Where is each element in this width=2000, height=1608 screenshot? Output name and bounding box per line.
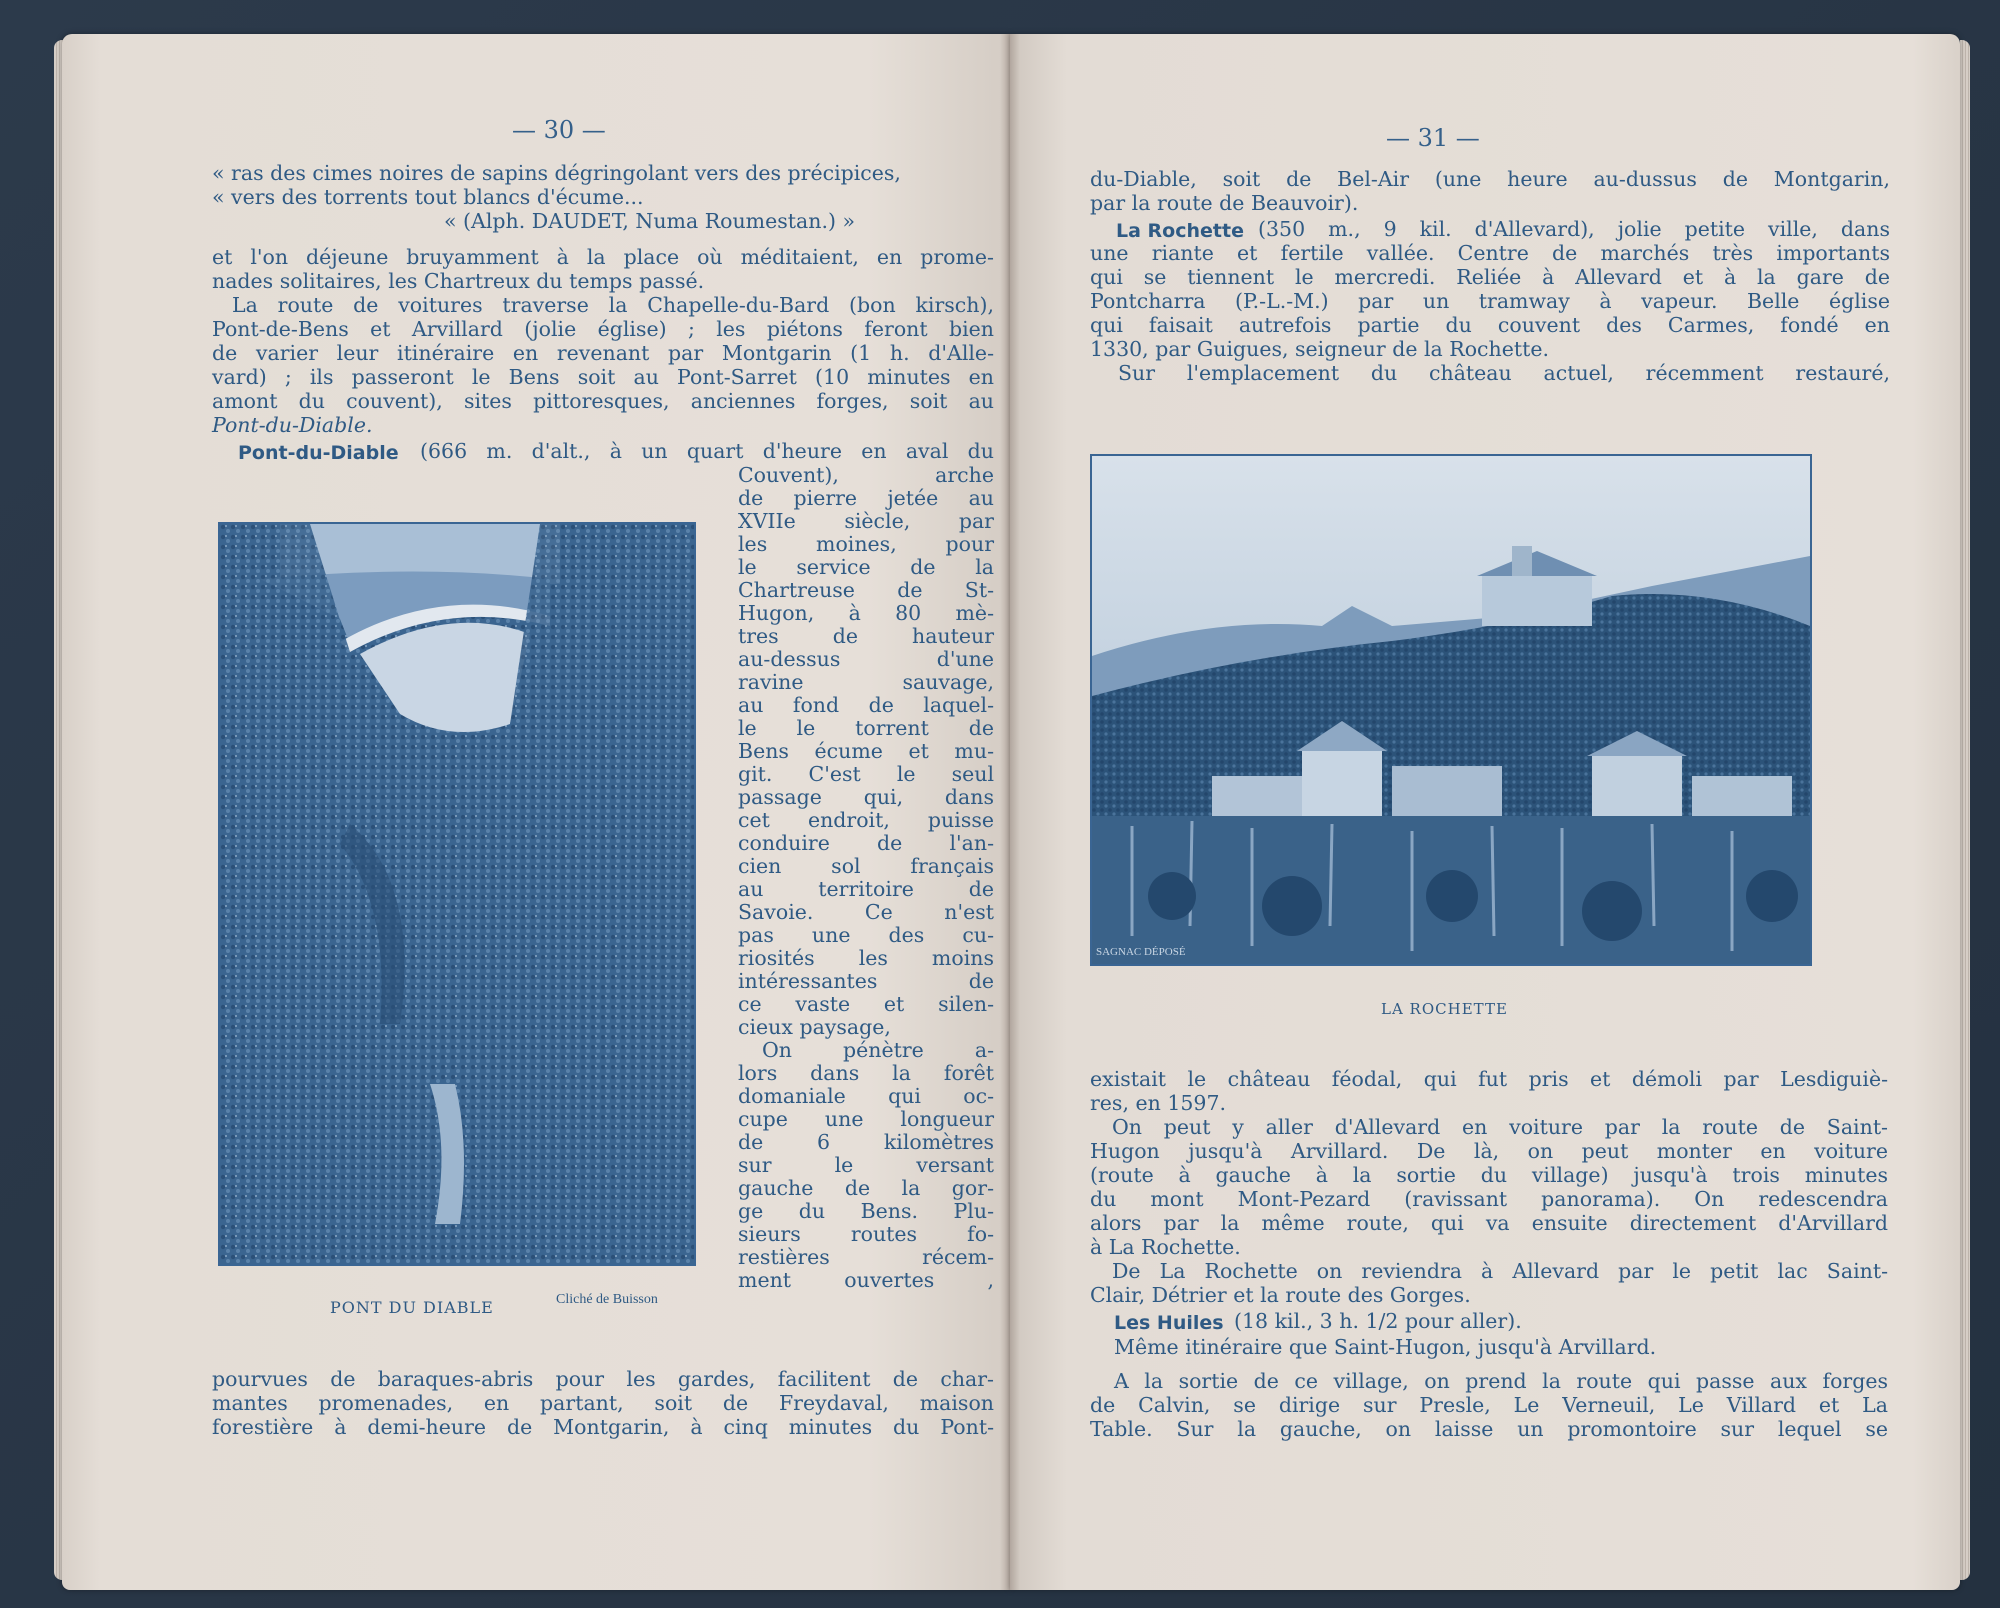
heading-la-rochette-rest: (350 m., 9 kil. d'Allevard), jolie petite ville, dans [1258,217,1890,241]
final-line-1: Même itinéraire que Saint-Hugon, jusqu'à Arvillard. [1114,1335,1657,1359]
column-line: git. C'est le seul [738,762,994,786]
column-line: intéressantes de [738,969,994,993]
lower-line-3: On peut y aller d'Allevard en voiture par la route de Saint- [1112,1115,1888,1139]
column-line: le le torrent de [738,716,994,740]
heading-pont-du-diable-rest: (666 m. d'alt., à un quart d'heure en aval du [420,439,994,463]
final-line-4: Table. Sur la gauche, on laisse un promontoire sur lequel se [1090,1417,1888,1441]
photo-credit: Cliché de Buisson [556,1292,658,1307]
column-line: gauche de la gor- [738,1176,994,1200]
column-line: de pierre jetée au [738,486,994,510]
para2-line-1: La route de voitures traverse la Chapelle-du-Bard (bon kirsch), [232,293,994,317]
para2-line-2: Pont-de-Bens et Arvillard (jolie église) ; les piétons feront bien [212,317,994,341]
column-line: ge du Bens. Plu- [738,1199,994,1223]
column-line: domaniale qui oc- [738,1084,994,1108]
column-line: conduire de l'an- [738,831,994,855]
column-line: cien sol français [738,854,994,878]
page-number-30: — 30 — [512,116,606,144]
photo-caption-la-rochette: LA ROCHETTE [1381,1000,1508,1018]
column-line: au-dessus d'une [738,647,994,671]
heading-la-rochette: La Rochette [1116,220,1244,242]
heading-les-huiles-rest: (18 kil., 3 h. 1/2 pour aller). [1234,1309,1522,1333]
right-page-edge [1960,40,1970,1580]
column-line: cet endroit, puisse [738,808,994,832]
column-line: cupe une longueur [738,1107,994,1131]
bottom-line-3: forestière à demi-heure de Montgarin, à cinq minutes du Pont- [212,1415,994,1439]
column-line: pas une des cu- [738,923,994,947]
column-line: Savoie. Ce n'est [738,900,994,924]
right-top-line-2: par la route de Beauvoir). [1090,191,1359,215]
pont-du-diable-illustration [220,524,694,1264]
final-line-3: de Calvin, se dirige sur Presle, Le Verneuil, Le Villard et La [1090,1393,1888,1417]
photo-pont-du-diable [218,522,696,1266]
para1-line-1: et l'on déjeune bruyamment à la place où méditaient, en prome- [212,245,994,269]
left-page [62,34,1010,1590]
lower-line-5: (route à gauche à la sortie du village) jusqu'à trois minutes [1090,1163,1888,1187]
lower-line-2: res, en 1597. [1090,1091,1227,1115]
column-line: restières récem- [738,1245,994,1269]
right-page [1010,34,1960,1590]
rochette-line-4: qui faisait autrefois partie du couvent des Carmes, fondé en [1090,313,1890,337]
final-line-2: A la sortie de ce village, on prend la route qui passe aux forges [1114,1369,1888,1393]
column-line: cieux paysage, [738,1015,891,1039]
bottom-line-1: pourvues de baraques-abris pour les gardes, facilitent de char- [212,1367,994,1391]
para2-line-6: Pont-du-Diable. [212,413,373,437]
heading-pont-du-diable: Pont-du-Diable [238,442,399,464]
column-line: les moines, pour [738,532,994,556]
rochette-line-1: une riante et fertile vallée. Centre de marchés très importants [1090,241,1890,265]
column-line: ravine sauvage, [738,670,994,694]
heading-les-huiles: Les Huiles [1114,1312,1224,1334]
lower-line-1: existait le château féodal, qui fut pris et démoli par Lesdiguiè- [1090,1067,1888,1091]
photo-la-rochette [1090,454,1812,966]
page-number-31: — 31 — [1386,124,1480,152]
column-line: ment ouvertes , [738,1268,994,1292]
para2-line-5: amont du couvent), sites pittoresques, anciennes forges, soit au [212,389,994,413]
lower-line-4: Hugon jusqu'à Arvillard. De là, on peut monter en voiture [1090,1139,1888,1163]
lower-line-7: alors par la même route, qui va ensuite directement d'Arvillard [1090,1211,1888,1235]
rochette-line-2: qui se tiennent le mercredi. Reliée à Allevard et à la gare de [1090,265,1890,289]
column-line: tres de hauteur [738,624,994,648]
para1-line-2: nades solitaires, les Chartreux du temps passé. [212,269,705,293]
quote-attribution: « (Alph. DAUDET, Numa Roumestan.) » [444,209,856,233]
column-line: le service de la [738,555,994,579]
column-line: au fond de laquel- [738,693,994,717]
column-line: sur le versant [738,1153,994,1177]
column-line: Bens écume et mu- [738,739,994,763]
column-line: Couvent), arche [738,463,994,487]
rochette-line-3: Pontcharra (P.-L.-M.) par un tramway à vapeur. Belle église [1090,289,1890,313]
la-rochette-illustration [1092,456,1810,964]
column-line: On pénètre a- [762,1038,994,1062]
column-line: Chartreuse de St- [738,578,994,602]
rochette-line-6: Sur l'emplacement du château actuel, récemment restauré, [1118,361,1890,385]
lower-line-10: Clair, Détrier et la route des Gorges. [1090,1283,1471,1307]
column-line: Hugon, à 80 mè- [738,601,994,625]
lower-line-9: De La Rochette on reviendra à Allevard par le petit lac Saint- [1112,1259,1888,1283]
lower-line-6: du mont Mont-Pezard (ravissant panorama). On redescendra [1090,1187,1888,1211]
column-line: au territoire de [738,877,994,901]
column-line: ce vaste et silen- [738,992,994,1016]
rochette-line-5: 1330, par Guigues, seigneur de la Rochette. [1090,337,1549,361]
right-top-line-1: du-Diable, soit de Bel-Air (une heure au-dussus de Montgarin, [1090,167,1890,191]
quote-line-1: « ras des cimes noires de sapins dégringolant vers des précipices, [212,161,901,185]
book-gutter [1000,34,1020,1590]
para2-line-3: de varier leur itinéraire en revenant par Montgarin (1 h. d'Alle- [212,341,994,365]
quote-line-2: « vers des torrents tout blancs d'écume... [212,185,644,209]
photo-caption-pont-du-diable: PONT DU DIABLE [330,1298,494,1317]
column-line: sieurs routes fo- [738,1222,994,1246]
column-line: XVIIe siècle, par [738,509,994,533]
para2-line-4: vard) ; ils passeront le Bens soit au Pont-Sarret (10 minutes en [212,365,994,389]
column-line: de 6 kilomètres [738,1130,994,1154]
bottom-line-2: mantes promenades, en partant, soit de Freydaval, maison [212,1391,994,1415]
photo-mark: SAGNAC DÉPOSÉ [1096,946,1186,958]
column-line: riosités les moins [738,946,994,970]
column-line: passage qui, dans [738,785,994,809]
lower-line-8: à La Rochette. [1090,1235,1241,1259]
column-line: lors dans la forêt [738,1061,994,1085]
